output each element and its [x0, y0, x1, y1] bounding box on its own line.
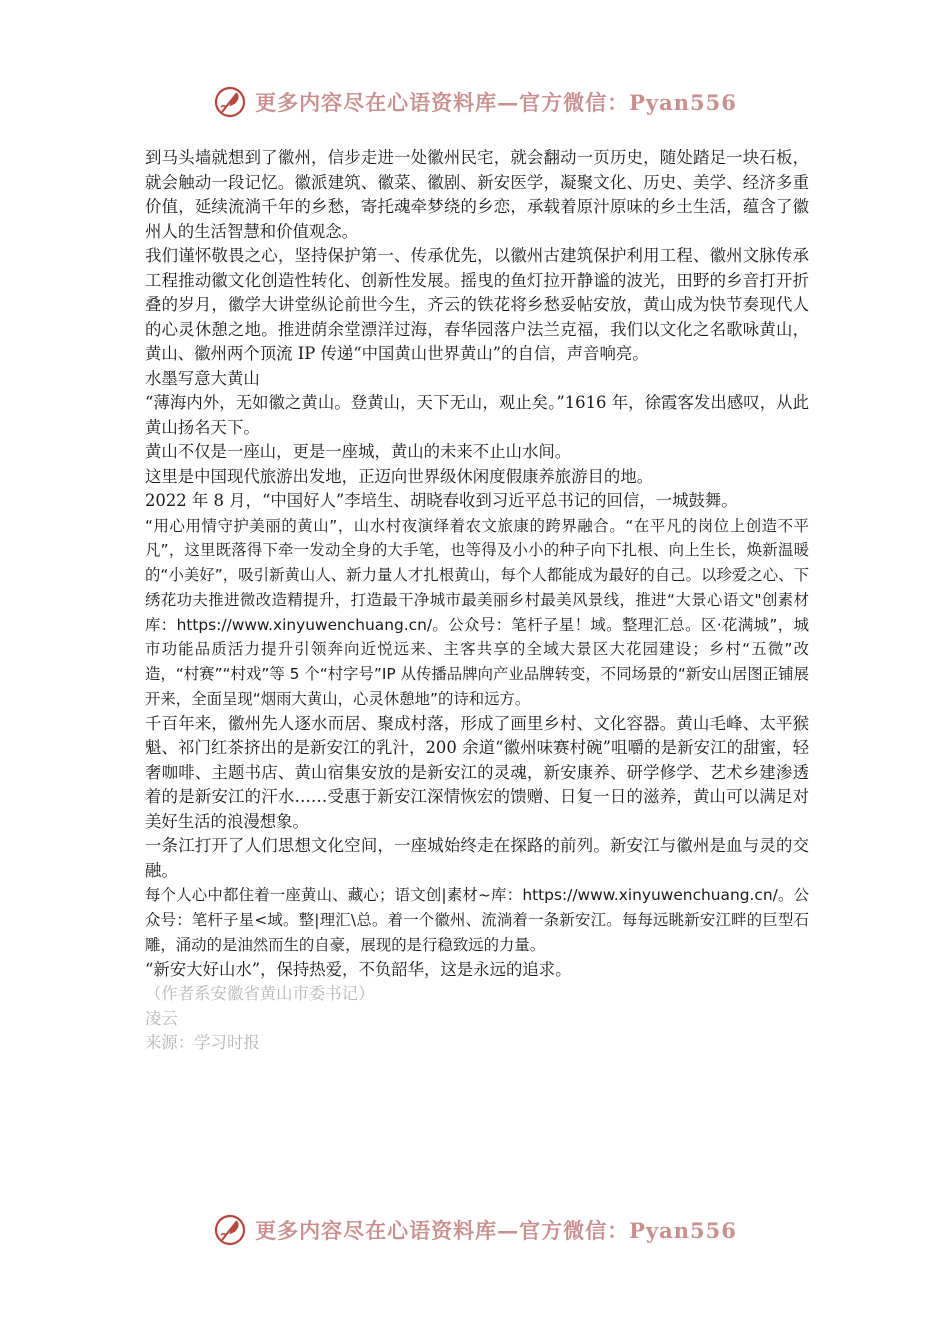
paragraph-10: 每个人心中都住着一座黄山、藏心；语文创|素材~库：https://www.xinyuwenchuang.cn/。公众号：笔杆子星<域。整|理汇\总。着一个徽州、流淌着一条新安江。每每远眺新安江畔的巨型石雕，涌动的是油然而生的自豪，展现的是行稳致远的力量。 [145, 886, 809, 954]
paragraph-7: “用心用情守护美丽的黄山”，山水村夜演绎着农文旅康的跨界融合。“在平凡的岗位上创造不平凡”，这里既落得下牵一发动全身的大手笔，也等得及小小的种子向下扎根、向上生长，焕新温暖的“小美好”，吸引新黄山人、新力量人才扎根黄山，每个人都能成为最好的自己。以珍爱之心、下绣花功夫推进微改造精提升，打造最干净城市最美丽乡村最美风景线，推进“大景心语文"创素材库：https://www.xinyuwenchuang.cn/。公众号：笔杆子星！域。整理汇总。区·花满城”，城市功能品质活力提升引领奔向近悦远来、主客共享的全域大景区大花园建设；乡村“五微”改造，“村赛”“村戏”等 5 个“村字号”IP 从传播品牌向产业品牌转变，不同场景的“新安山居图正铺展开来，全面呈现“烟雨大黄山，心灵休憩地”的诗和远方。 [145, 516, 809, 709]
editor-name: 凌云 [145, 1008, 178, 1028]
paragraph-1: 到马头墙就想到了徽州，信步走进一处徽州民宅，就会翻动一页历史，随处踏足一块石板，就会触动一段记忆。徽派建筑、徽菜、徽剧、新安医学，凝聚文化、历史、美学、经济多重价值，延续流淌千年的乡愁，寄托魂牵梦绕的乡恋，承载着原汁原味的乡土生活，蕴含了徽州人的生活智慧和价值观念。 [145, 148, 809, 241]
feather-pen-logo-icon [213, 85, 247, 119]
paragraph-9: 一条江打开了人们思想文化空间，一座城始终走在探路的前列。新安江与徽州是血与灵的交融。 [145, 836, 809, 880]
footer-banner [0, 1210, 950, 1250]
paragraph-8: 千百年来，徽州先人逐水而居、聚成村落，形成了画里乡村、文化容器。黄山毛峰、太平猴魁、祁门红茶挤出的是新安江的乳汁，200 余道“徽州味赛村碗”咀嚼的是新安江的甜蜜，轻奢咖啡、主题书店、黄山宿集安放的是新安江的灵魂，新安康养、研学修学、艺术乡建渗透着的是新安江的汗水……受惠于新安江深情恢宏的馈赠、日复一日的滋养，黄山可以满足对美好生活的浪漫想象。 [145, 713, 809, 831]
paragraph-2: 我们谨怀敬畏之心，坚持保护第一、传承优先，以徽州古建筑保护利用工程、徽州文脉传承工程推动徽文化创造性转化、创新性发展。摇曳的鱼灯拉开静谧的波光，田野的乡音打开折叠的岁月，徽学大讲堂纵论前世今生，齐云的铁花将乡愁妥帖安放，黄山成为快节奏现代人的心灵休憩之地。推进荫余堂漂洋过海，春华园落户法兰克福，我们以文化之名歌咏黄山，黄山、徽州两个顶流 IP 传递“中国黄山世界黄山”的自信，声音响亮。 [145, 246, 809, 363]
paragraph-3: “薄海内外，无如徽之黄山。登黄山，天下无山，观止矣。”1616 年，徐霞客发出感叹，从此黄山扬名天下。 [145, 393, 809, 437]
paragraph-5: 这里是中国现代旅游出发地，正迈向世界级休闲度假康养旅游目的地。 [145, 466, 654, 486]
paragraph-6: 2022 年 8 月，“中国好人”李培生、胡晓春收到习近平总书记的回信，一城鼓舞。 [145, 491, 738, 510]
feather-pen-logo-icon [213, 1213, 247, 1247]
paragraph-4: 黄山不仅是一座山，更是一座城，黄山的未来不止山水间。 [145, 442, 572, 461]
article-body [145, 146, 809, 1056]
section-heading: 水墨写意大黄山 [145, 368, 260, 388]
footer-banner-text: 更多内容尽在心语资料库—官方微信：Pyan556 [255, 1218, 737, 1243]
author-note: （作者系安徽省黄山市委书记） [145, 984, 375, 1004]
paragraph-11: “新安大好山水”，保持热爱，不负韶华，这是永远的追求。 [145, 959, 572, 979]
header-banner [0, 82, 950, 122]
source-line: 来源：学习时报 [145, 1033, 260, 1053]
header-banner-text: 更多内容尽在心语资料库—官方微信：Pyan556 [255, 90, 737, 115]
